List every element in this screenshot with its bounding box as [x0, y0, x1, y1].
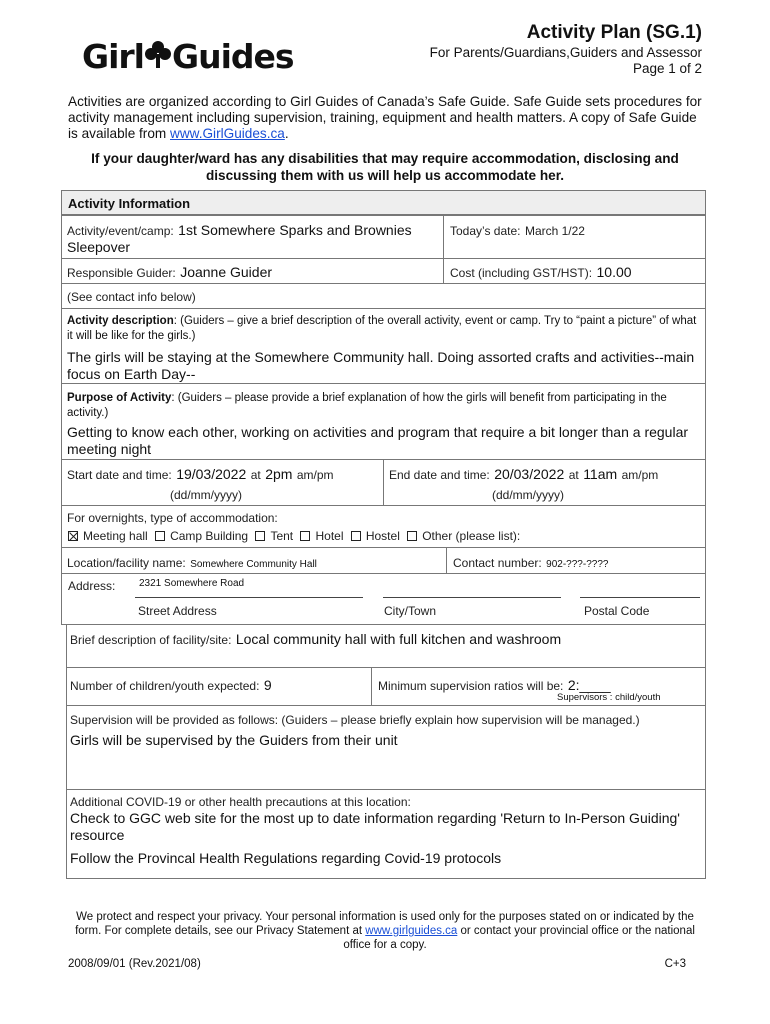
- checkbox-icon[interactable]: [407, 531, 417, 541]
- page-subtitle: [430, 45, 702, 77]
- description-prompt: [67, 314, 697, 344]
- option-hotel[interactable]: Hotel: [296, 529, 343, 543]
- intro-paragraph: [68, 94, 708, 142]
- version-text: 2008/09/01 (Rev.2021/08): [68, 958, 201, 970]
- guider-field[interactable]: [61, 258, 444, 284]
- girl-guides-logo: [82, 37, 294, 78]
- checkbox-icon[interactable]: [300, 531, 310, 541]
- start-date-field[interactable]: [61, 459, 384, 506]
- checkbox-icon[interactable]: [155, 531, 165, 541]
- end-at: at: [568, 468, 579, 482]
- postal-label: Postal Code: [584, 604, 650, 618]
- location-label: Location/facility name:: [67, 556, 186, 570]
- facility-value: Local community hall with full kitchen and washroom: [235, 631, 562, 647]
- option-meeting-hall[interactable]: Meeting hall: [64, 529, 148, 543]
- accommodation-row: [61, 505, 706, 548]
- covid-value-2: Follow the Provincal Health Regulations regarding Covid-19 protocols: [70, 850, 502, 866]
- ratio-hint: Supervisors : child/youth: [557, 692, 661, 703]
- covid-field[interactable]: [66, 789, 706, 879]
- contact-label: Contact number:: [453, 556, 542, 570]
- cost-field[interactable]: [443, 258, 706, 284]
- ratio-value: 2:: [567, 677, 580, 693]
- city-line: [383, 597, 561, 598]
- supervision-field[interactable]: [66, 705, 706, 790]
- start-ampm: am/pm: [296, 468, 334, 482]
- page-title: Activity Plan (SG.1): [526, 22, 702, 43]
- activity-description-field[interactable]: [61, 308, 706, 384]
- checkbox-icon[interactable]: [351, 531, 361, 541]
- end-label: End date and time:: [389, 468, 490, 482]
- activity-field[interactable]: [61, 215, 444, 259]
- option-hostel[interactable]: Hostel: [347, 529, 400, 543]
- purpose-label: Purpose of Activity: [67, 392, 172, 404]
- guider-label: Responsible Guider:: [67, 266, 176, 280]
- purpose-hint: : (Guiders – please provide a brief explanation of how the girls will benefit from participating in the activity.): [67, 392, 667, 419]
- overnight-label: For overnights, type of accommodation:: [67, 511, 278, 525]
- contact-number-field[interactable]: [446, 547, 706, 574]
- intro-text: Activities are organized according to Girl Guides of Canada’s Safe Guide. Safe Guide sets procedures for activity management including supervision, training, equipment and health matters. A copy of Safe Guide is available from: [68, 94, 702, 141]
- children-value: 9: [263, 677, 272, 693]
- section-title: Activity Information: [68, 196, 191, 211]
- todays-date-field[interactable]: [443, 215, 706, 259]
- purpose-prompt: [67, 391, 697, 421]
- end-date-field[interactable]: [383, 459, 706, 506]
- end-ampm: am/pm: [621, 468, 659, 482]
- trefoil-icon: [145, 39, 171, 78]
- privacy-text-2: or contact your provincial office or the national office for a copy.: [343, 925, 695, 951]
- supervision-label: Supervision will be provided as follows: (Guiders – please briefly explain how supervision will be managed.): [70, 713, 640, 727]
- audience-line: For Parents/Guardians,Guiders and Assessor: [429, 45, 702, 60]
- cost-value: 10.00: [596, 264, 632, 280]
- contact-note-row: [61, 283, 706, 309]
- privacy-text-1: We protect and respect your privacy. Your personal information is used only for the purposes stated on or indicated by the form. For complete details, see our Privacy Statement at: [75, 911, 694, 937]
- facility-label: Brief description of facility/site:: [70, 633, 232, 647]
- postal-line: [580, 597, 700, 598]
- start-time: 2pm: [265, 466, 293, 482]
- guider-value: Joanne Guider: [180, 264, 273, 280]
- end-date-format: (dd/mm/yyyy): [492, 488, 564, 502]
- girlguides-link[interactable]: www.GirlGuides.ca: [170, 126, 285, 141]
- covid-label: Additional COVID-19 or other health precautions at this location:: [70, 795, 411, 809]
- covid-value-1: Check to GGC web site for the most up to date information regarding 'Return to In-Person Guiding' resource: [70, 810, 680, 843]
- date-value: March 1/22: [524, 224, 585, 238]
- ratio-field[interactable]: [371, 667, 706, 706]
- contact-note: (See contact info below): [67, 290, 196, 304]
- ratio-label: Minimum supervision ratios will be:: [378, 679, 564, 693]
- street-label: Street Address: [138, 604, 217, 618]
- accommodation-options: [64, 529, 520, 543]
- option-tent[interactable]: Tent: [251, 529, 293, 543]
- form-code: C+3: [664, 958, 686, 970]
- contact-value: 902-???-????: [546, 559, 609, 570]
- description-hint: : (Guiders – give a brief description of the overall activity, event or camp. Try to “paint a picture” of what it will be like for the girls.): [67, 315, 697, 342]
- option-other[interactable]: Other (please list):: [403, 529, 520, 543]
- location-field[interactable]: [61, 547, 447, 574]
- end-date: 20/03/2022: [494, 466, 565, 482]
- purpose-field[interactable]: [61, 383, 706, 460]
- checkbox-icon[interactable]: [255, 531, 265, 541]
- checkbox-checked-icon[interactable]: [68, 531, 78, 541]
- street-line: [135, 597, 363, 598]
- page-number: Page 1 of 2: [632, 61, 702, 76]
- start-date-format: (dd/mm/yyyy): [170, 488, 242, 502]
- disability-notice: If your daughter/ward has any disabilities that may require accommodation, disclosing and discussing them with us will help us accommodate her.: [91, 151, 679, 183]
- logo-text-guides: Guides: [171, 37, 294, 76]
- option-camp-building[interactable]: Camp Building: [151, 529, 248, 543]
- logo-text-girl: Girl: [82, 37, 144, 76]
- start-date: 19/03/2022: [176, 466, 247, 482]
- start-label: Start date and time:: [67, 468, 172, 482]
- date-label: Today’s date:: [450, 224, 521, 238]
- description-value: The girls will be staying at the Somewhere Community hall. Doing assorted crafts and activities--main focus on Earth Day--: [67, 349, 695, 382]
- facility-field[interactable]: [66, 624, 706, 668]
- description-label: Activity description: [67, 315, 174, 327]
- activity-label: Activity/event/camp:: [67, 224, 174, 238]
- activity-info-header: [61, 190, 706, 215]
- activity-value: 1st Somewhere Sparks and Brownies Sleepover: [67, 222, 412, 255]
- city-label: City/Town: [384, 604, 437, 618]
- cost-label: Cost (including GST/HST):: [450, 266, 593, 280]
- address-field[interactable]: [61, 573, 706, 625]
- location-value: Somewhere Community Hall: [190, 559, 317, 570]
- children-label: Number of children/youth expected:: [70, 679, 260, 693]
- privacy-link[interactable]: www.girlguides.ca: [365, 925, 458, 937]
- intro-end: .: [284, 126, 289, 141]
- end-time: 11am: [583, 466, 618, 482]
- purpose-value: Getting to know each other, working on activities and program that require a bit longer than a regular meeting night: [67, 424, 689, 457]
- address-label: Address:: [68, 579, 116, 593]
- ratio-blank: ____: [579, 677, 611, 693]
- start-at: at: [250, 468, 261, 482]
- privacy-statement: [68, 910, 702, 952]
- address-value: 2321 Somewhere Road: [139, 578, 245, 589]
- children-field[interactable]: [66, 667, 372, 706]
- supervision-value: Girls will be supervised by the Guiders from their unit: [70, 732, 398, 748]
